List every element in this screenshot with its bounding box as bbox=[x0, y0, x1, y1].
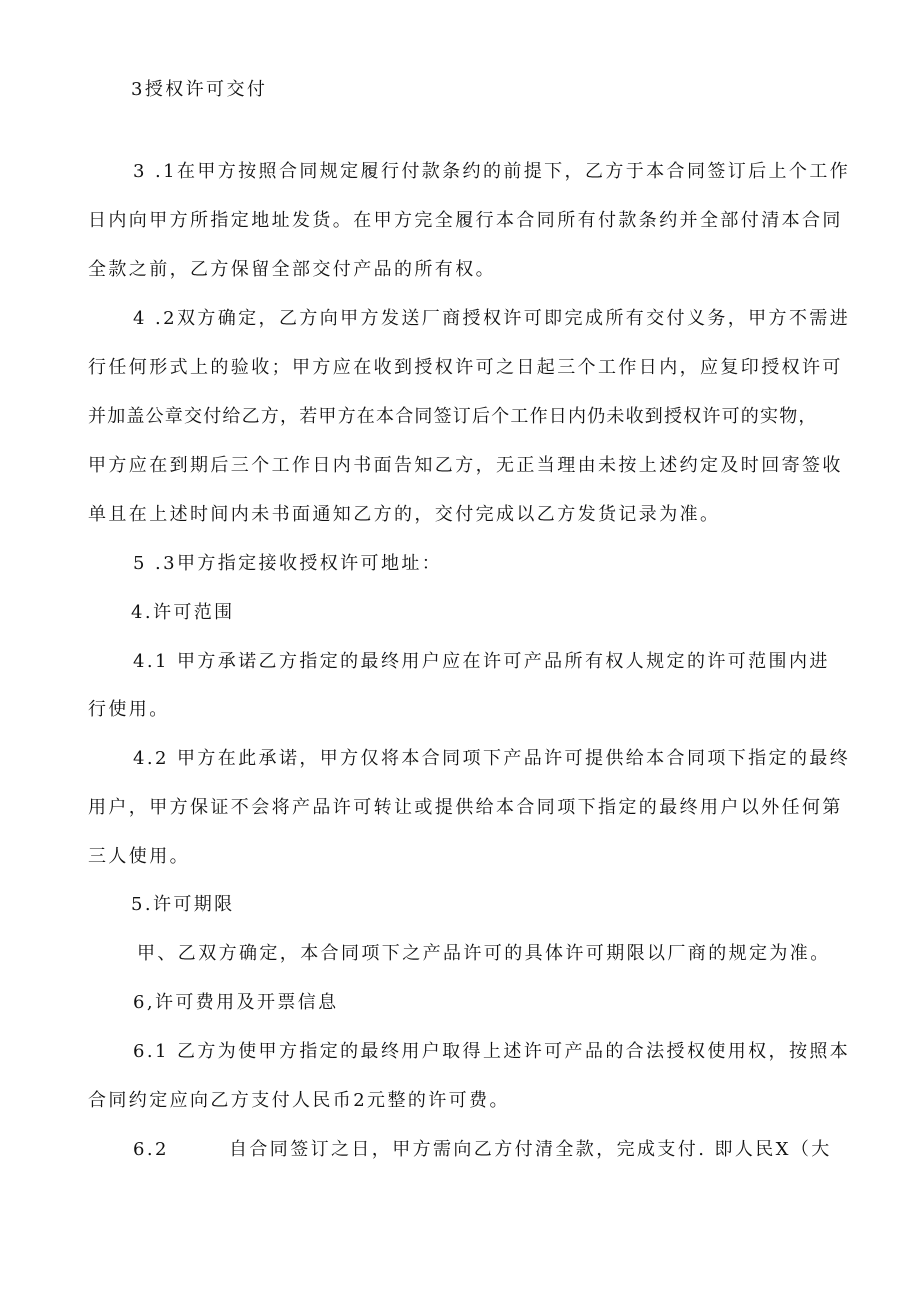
clause-3-1-line-2: 日内向甲方所指定地址发货。在甲方完全履行本合同所有付款条约并全部付清本合同 bbox=[88, 210, 843, 231]
clause-4-2b-line-2: 用户，甲方保证不会将产品许可转让或提供给本合同项下指定的最终用户以外任何第 bbox=[88, 797, 843, 818]
clause-4-2b-line-3: 三人使用。 bbox=[88, 846, 190, 867]
clause-6-2-text: 自合同签订之日，甲方需向乙方付清全款，完成支付. 即人民X（大 bbox=[229, 1139, 832, 1160]
clause-3-1-line-3: 全款之前，乙方保留全部交付产品的所有权。 bbox=[88, 259, 496, 280]
clause-6-1-line-1: 6.1 乙方为使甲方指定的最终用户取得上述许可产品的合法授权使用权，按照本 bbox=[133, 1041, 851, 1062]
clause-4-2b-line-1: 4.2 甲方在此承诺，甲方仅将本合同项下产品许可提供给本合同项下指定的最终 bbox=[133, 748, 851, 769]
clause-4-2-line-3: 并加盖公章交付给乙方，若甲方在本合同签订后个工作日内仍未收到授权许可的实物， bbox=[88, 406, 818, 427]
clause-5-3: 5 .3甲方指定接收授权许可地址： bbox=[133, 553, 443, 574]
clause-4-2-line-2: 行任何形式上的验收；甲方应在收到授权许可之日起三个工作日内，应复印授权许可 bbox=[88, 357, 843, 378]
clause-4-1-line-2: 行使用。 bbox=[88, 699, 170, 720]
clause-4-2-line-5: 单且在上述时间内未书面通知乙方的，交付完成以乙方发货记录为准。 bbox=[88, 504, 721, 525]
section-4-heading: 4.许可范围 bbox=[131, 602, 235, 623]
section-5-heading: 5.许可期限 bbox=[131, 894, 235, 915]
section-5-body: 甲、乙双方确定，本合同项下之产品许可的具体许可期限以厂商的规定为准。 bbox=[137, 943, 831, 964]
section-3-heading: 3授权许可交付 bbox=[131, 79, 268, 100]
section-6-heading: 6,许可费用及开票信息 bbox=[133, 992, 339, 1013]
clause-6-2-number: 6.2 bbox=[133, 1139, 169, 1160]
clause-6-1-line-2: 合同约定应向乙方支付人民币2元整的许可费。 bbox=[88, 1090, 510, 1111]
clause-4-2-line-1: 4 .2双方确定，乙方向甲方发送厂商授权许可即完成所有交付义务，甲方不需进 bbox=[133, 308, 851, 329]
clause-3-1-line-1: 3 .1在甲方按照合同规定履行付款条约的前提下，乙方于本合同签订后上个工作 bbox=[133, 161, 851, 182]
clause-4-2-line-4: 甲方应在到期后三个工作日内书面告知乙方，无正当理由未按上述约定及时回寄签收 bbox=[88, 455, 843, 476]
clause-4-1-line-1: 4.1 甲方承诺乙方指定的最终用户应在许可产品所有权人规定的许可范围内进 bbox=[133, 651, 830, 672]
